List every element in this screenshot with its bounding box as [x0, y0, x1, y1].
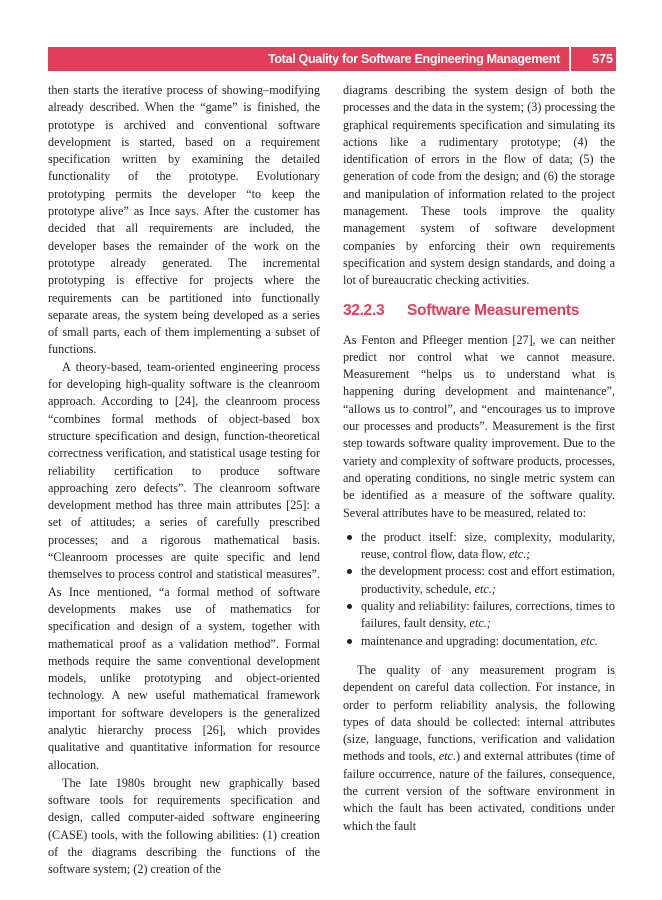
list-item: quality and reliability: failures, corrections, times to failures, fault density, etc.; — [343, 598, 615, 633]
right-column — [343, 82, 615, 835]
bullet-icon — [347, 639, 352, 644]
list-item: the development process: cost and effort estimation, productivity, schedule, etc.; — [343, 563, 615, 598]
list-item: maintenance and upgrading: documentation, etc. — [343, 633, 615, 650]
section-number: 32.2.3 — [343, 301, 385, 319]
running-header — [48, 47, 616, 71]
bullet-icon — [347, 535, 352, 540]
list-item: the product itself: size, complexity, modularity, reuse, control flow, data flow, etc.; — [343, 529, 615, 564]
body-paragraph: The late 1980s brought new graphically based software tools for requirements specification and design, called computer-aided software engineering (CASE) tools, with the following abilities: (1) creation of the diagrams describing the functions of the software system; (2) creation of the — [48, 775, 320, 877]
attribute-list — [343, 529, 615, 650]
page-number: 575 — [592, 52, 613, 66]
body-paragraph: As Fenton and Pfleeger mention [27], we can neither predict nor control what we cannot measure. Measurement “helps us to understand what is happening during development and maintenance”, “allows us to control”, and “encourages us to improve our processes and products”. Measurement is the first step towards software quality improvement. Due to the variety and complexity of software products, processes, and operating conditions, no single metric system can be identified as a measure of the software quality. Several attributes have to be measured, related to: — [343, 332, 615, 520]
body-paragraph: then starts the iterative process of showing–modifying already described. When the “game” is finished, the prototype is archived and conventional software development is started, based on a requirement specification written by examining the detailed functionality of the prototype. Evolutionary prototyping permits the developer “to keep the prototype alive” as Ince says. After the customer has decided that all requirements are included, the developer bases the remainder of the work on the prototype already generated. The incremental prototyping is effective for projects where the requirements can be partitioned into functionally separate areas, the system being developed as a series of small parts, each of them implementing a subset of functions. — [48, 83, 320, 357]
body-paragraph: A theory-based, team-oriented engineering process for developing high-quality software is the cleanroom approach. According to [24], the cleanroom process “combines formal methods of object-based box structure specification and design, function-theoretical correctness verification, and statistical usage testing for reliability certification to produce software approaching zero defects”. The cleanroom software development method has three main attributes [25]: a set of attitudes; a series of carefully prescribed processes; and a rigorous mathematical basis. “Cleanroom processes are quite specific and lend themselves to process control and statistical measures”. As Ince mentioned, “a formal method of software developments makes use of mathematics for specification and design of a system, together with mathematical proof as a validation method”. Formal methods require the same conventional development models, unlike prototyping and object-oriented technology. A new useful mathematical framework important for software developers is the generalized analytic hierarchy process [26], which provides qualitative and quantitative information for resource allocation. — [48, 359, 320, 772]
body-paragraph: The quality of any measurement program is dependent on careful data collection. For instance, in order to perform reliability analysis, the following types of data should be collected: internal attributes (size, language, functions, verification and validation methods and tools, etc.) and external attributes (time of failure occurrence, nature of the failures, consequence, the current version of the software environment in which the fault has been activated, conditions under which the fault — [343, 662, 615, 833]
section-title: Software Measurements — [407, 301, 580, 319]
left-column — [48, 82, 320, 879]
bullet-icon — [347, 569, 352, 574]
section-heading — [343, 301, 615, 321]
header-divider — [569, 47, 571, 71]
bullet-icon — [347, 604, 352, 609]
running-title: Total Quality for Software Engineering Management — [267, 52, 560, 66]
body-paragraph: diagrams describing the system design of both the processes and the data in the system; (3) processing the graphical requirements specification and simulating its actions like a rudimentary prototype; (4) the identification of errors in the flow of data; (5) the generation of code from the design; and (6) the storage and manipulation of information related to the project management. These tools improve the quality management system of software development companies by enforcing their own requirements specification and system design standards, and doing a lot of bureaucratic checking activities. — [343, 83, 615, 288]
